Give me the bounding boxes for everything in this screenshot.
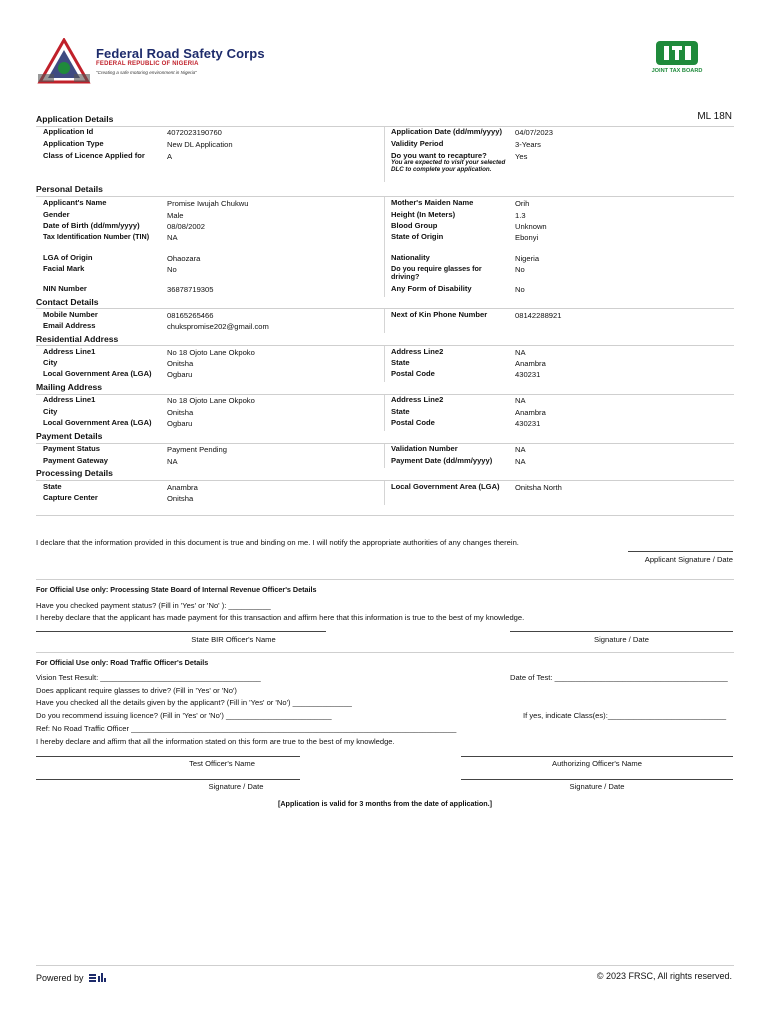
mail-lga-value: Ogbaru [167,419,193,428]
test-officer-line [36,756,300,757]
recapture-label: Do you want to recapture? [391,151,487,160]
jtb-label: JOINT TAX BOARD [651,68,703,74]
applicant-name-value: Promise Iwujah Chukwu [167,199,249,208]
mail-address1-label: Address Line1 [43,395,96,404]
maiden-name-value: Orih [515,199,530,208]
section-application-title: Application Details [36,114,114,124]
frsc-logo-icon [36,38,92,86]
declaration-text: I declare that the information provided in this document is true and binding on me. I will notify the appropriate authorities of any changes therein. [36,538,519,547]
mobile-label: Mobile Number [43,310,98,319]
capture-center-label: Capture Center [43,493,98,502]
disability-label: Any Form of Disability [391,284,472,293]
bir-signature-label: Signature / Date [594,635,649,644]
details-checked-field[interactable]: Have you checked all the details given by the applicant? (Fill in 'Yes' or 'No') ______________ [36,698,352,707]
applicant-signature-label: Applicant Signature / Date [644,555,733,564]
nationality-label: Nationality [391,253,430,262]
divider [384,197,385,297]
org-slogan: "Creating a safe motoring environment in Nigeria" [96,70,197,75]
mobile-value: 08165265466 [167,311,214,320]
bir-signature-line [510,631,733,632]
payment-status-label: Payment Status [43,444,100,453]
divider [36,965,734,966]
validity-value: 3-Years [515,140,541,149]
signature-line [36,779,300,780]
auth-officer-line [461,756,733,757]
glasses-value: No [515,265,525,274]
dob-label: Date of Birth (dd/mm/yyyy) [43,221,140,230]
mail-state-value: Anambra [515,408,546,417]
res-address2-value: NA [515,348,526,357]
divider [36,652,734,653]
bir-declaration: I hereby declare that the applicant has made payment for this transaction and affirm here that this information is true to the best of my knowledge. [36,613,525,622]
divider [36,480,734,481]
date-of-test-field[interactable]: Date of Test: _________________________________________ [510,673,728,682]
res-state-label: State [391,358,410,367]
nationality-value: Nigeria [515,254,540,263]
res-lga-label: Local Government Area (LGA) [43,369,152,378]
res-state-value: Anambra [515,359,546,368]
rto-section-title: For Official Use only: Road Traffic Officer's Details [36,658,209,667]
test-officer-signature-label: Signature / Date [208,782,264,791]
applicant-name-label: Applicant's Name [43,198,107,207]
auth-officer-name-label: Authorizing Officer's Name [552,759,642,768]
dob-value: 08/08/2002 [167,222,206,231]
bir-section-title: For Official Use only: Processing State Board of Internal Revenue Officer's Details [36,585,317,594]
mail-postal-label: Postal Code [391,418,435,427]
section-contact-title: Contact Details [36,297,99,307]
mail-address2-label: Address Line2 [391,395,444,404]
copyright: © 2023 FRSC, All rights reserved. [596,971,732,981]
validity-note: [Application is valid for 3 months from the date of application.] [277,799,493,808]
section-residential-title: Residential Address [36,334,119,344]
validity-label: Validity Period [391,139,444,148]
jtb-logo-icon [652,38,702,68]
divider [384,481,385,505]
application-date-value: 04/07/2023 [515,128,554,137]
divider [36,394,734,395]
application-type-value: New DL Application [167,140,233,149]
gender-value: Male [167,211,184,220]
email-value: chukspromise202@gmail.com [167,322,269,331]
application-id-label: Application Id [43,127,94,136]
test-officer-name-label: Test Officer's Name [189,759,255,768]
lga-origin-label: LGA of Origin [43,253,93,262]
divider [36,579,734,580]
height-value: 1.3 [515,211,526,220]
payment-gateway-label: Payment Gateway [43,456,108,465]
licence-class-label: Class of Licence Applied for [43,151,145,160]
validation-number-label: Validation Number [391,444,458,453]
mail-postal-value: 430231 [515,419,541,428]
blood-group-label: Blood Group [391,221,438,230]
res-lga-value: Ogbaru [167,370,193,379]
vision-test-field[interactable]: Vision Test Result: ______________________________________ [36,673,261,682]
recommend-licence-field[interactable]: Do you recommend issuing licence? (Fill in 'Yes' or 'No') _________________________ [36,711,332,720]
divider [384,127,385,182]
processing-state-value: Anambra [167,483,198,492]
auth-officer-signature-label: Signature / Date [569,782,625,791]
gender-label: Gender [43,210,70,219]
bir-officer-name-label: State BIR Officer's Name [191,635,276,644]
application-date-label: Application Date (dd/mm/yyyy) [391,127,502,136]
glasses-label: Do you require glasses for driving? [391,264,482,281]
facial-mark-label: Facial Mark [43,264,85,273]
org-subtitle: FEDERAL REPUBLIC OF NIGERIA [96,61,199,67]
divider [36,345,734,346]
res-address1-label: Address Line1 [43,347,96,356]
mail-address2-value: NA [515,396,526,405]
bir-payment-question: Have you checked payment status? (Fill in 'Yes' or 'No' ): __________ [36,601,271,610]
kin-phone-value: 08142288921 [515,311,562,320]
bir-name-line [36,631,326,632]
signature-line [461,779,733,780]
facial-mark-value: No [167,265,177,274]
tin-value: NA [167,233,178,242]
signature-line [628,551,733,552]
section-processing-title: Processing Details [36,468,113,478]
divider [36,443,734,444]
payment-date-label: Payment Date (dd/mm/yyyy) [391,456,493,465]
mail-city-label: City [43,407,58,416]
payment-date-value: NA [515,457,526,466]
divider [36,126,734,127]
validation-number-value: NA [515,445,526,454]
processing-lga-value: Onitsha North [515,483,562,492]
recapture-note: You are expected to visit your selected DLC to complete your application. [391,159,506,173]
nin-label: NIN Number [43,284,87,293]
recapture-value: Yes [515,152,528,161]
divider [384,309,385,333]
res-city-label: City [43,358,58,367]
powered-by [36,973,107,983]
divider [384,395,385,431]
lga-origin-value: Ohaozara [167,254,201,263]
section-personal-title: Personal Details [36,184,103,194]
glasses-question: Does applicant require glasses to drive? (Fill in 'Yes' or 'No') [36,686,237,695]
maiden-name-label: Mother's Maiden Name [391,198,474,207]
res-address1-value: No 18 Ojoto Lane Okpoko [167,348,255,357]
processing-state-label: State [43,482,62,491]
provider-logo-icon [89,973,107,982]
res-city-value: Onitsha [167,359,194,368]
section-mailing-title: Mailing Address [36,382,103,392]
blood-group-value: Unknown [515,222,547,231]
rto-ref-field[interactable]: Ref: No Road Traffic Officer _____________________________________________________________________________ [36,724,457,733]
tin-label: Tax Identification Number (TIN) [43,232,150,241]
mail-address1-value: No 18 Ojoto Lane Okpoko [167,396,255,405]
mail-city-value: Onitsha [167,408,194,417]
licence-classes-field[interactable]: If yes, indicate Class(es):____________________________ [523,711,727,720]
divider [384,346,385,382]
divider [36,308,734,309]
powered-by-label: Powered by [36,973,84,983]
kin-phone-label: Next of Kin Phone Number [391,310,488,319]
mail-state-label: State [391,407,410,416]
payment-status-value: Payment Pending [167,445,227,454]
disability-value: No [515,285,525,294]
processing-lga-label: Local Government Area (LGA) [391,482,500,491]
rto-affirmation: I hereby declare and affirm that all the information stated on this form are true to the best of my knowledge. [36,737,395,746]
state-origin-value: Ebonyi [515,233,539,242]
application-type-label: Application Type [43,139,104,148]
height-label: Height (In Meters) [391,210,456,219]
divider [36,196,734,197]
form-code: ML 18N [697,111,732,122]
res-address2-label: Address Line2 [391,347,444,356]
licence-class-value: A [167,152,173,161]
res-postal-label: Postal Code [391,369,435,378]
nin-value: 36878719305 [167,285,214,294]
divider [384,444,385,468]
application-id-value: 4072023190760 [167,128,222,137]
divider [36,515,734,516]
capture-center-value: Onitsha [167,494,194,503]
section-payment-title: Payment Details [36,431,103,441]
org-title: Federal Road Safety Corps [96,46,265,61]
state-origin-label: State of Origin [391,232,444,241]
email-label: Email Address [43,321,96,330]
payment-gateway-value: NA [167,457,178,466]
mail-lga-label: Local Government Area (LGA) [43,418,152,427]
res-postal-value: 430231 [515,370,541,379]
